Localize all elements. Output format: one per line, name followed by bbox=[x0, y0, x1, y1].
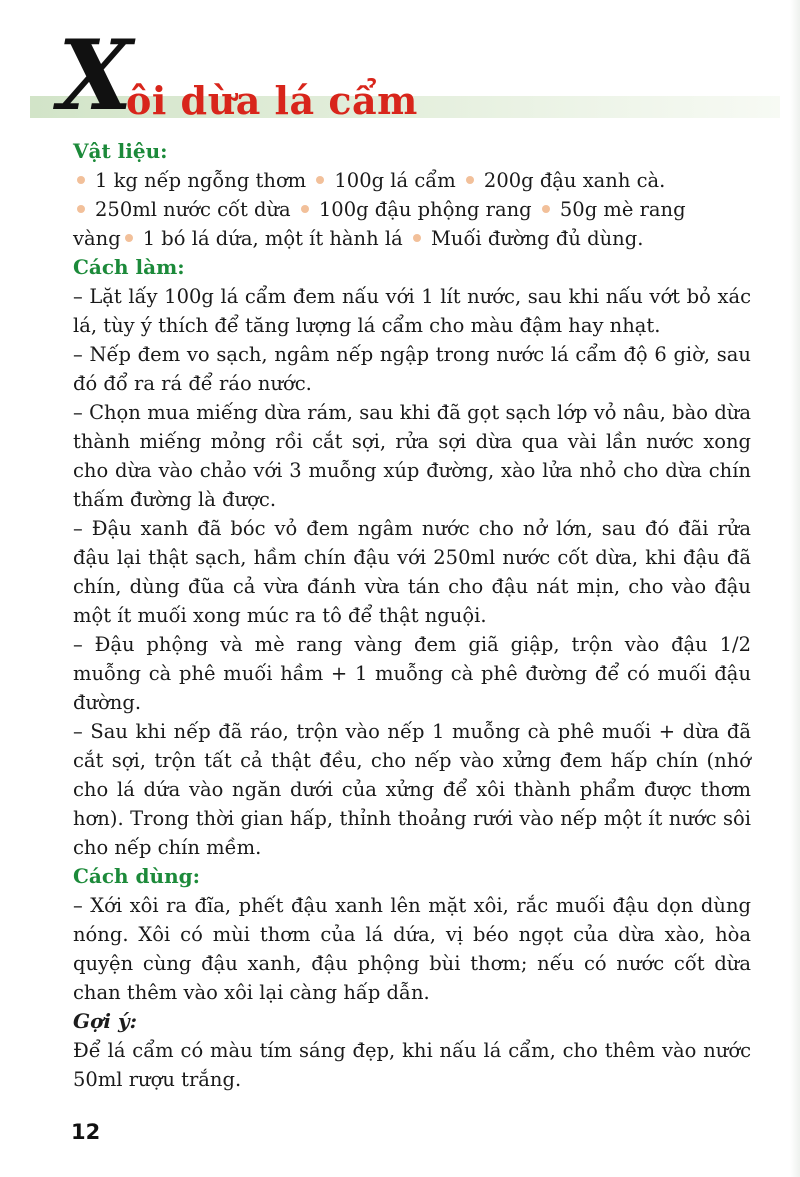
serving-section bbox=[73, 891, 751, 1007]
ingredient-item: 200g đậu xanh cà. bbox=[483, 169, 666, 192]
bullet-icon bbox=[125, 234, 133, 242]
method-step: – Chọn mua miếng dừa rám, sau khi đã gọt sạch lớp vỏ nâu, bào dừa thành miếng mỏng rồi cắt sợi, rửa sợi dừa qua vài lần nước xong cho dừa vào chảo với 3 muỗng xúp đường, xào lửa nhỏ cho dừa chín thấm đường là được. bbox=[73, 401, 751, 511]
ingredient-item: 100g lá cẩm bbox=[334, 169, 456, 192]
ingredients-line bbox=[73, 195, 751, 224]
ingredients-heading: Vật liệu: bbox=[73, 139, 168, 163]
bullet-icon bbox=[77, 205, 85, 213]
page-number: 12 bbox=[71, 1120, 101, 1144]
method-steps bbox=[73, 282, 751, 862]
ingredient-item: 50g mè rang bbox=[559, 198, 686, 221]
ingredient-item: 250ml nước cốt dừa bbox=[95, 198, 291, 221]
recipe-body bbox=[73, 137, 751, 1094]
bullet-icon bbox=[316, 176, 324, 184]
tip-heading: Gợi ý: bbox=[73, 1009, 137, 1033]
bullet-icon bbox=[301, 205, 309, 213]
serving-heading: Cách dùng: bbox=[73, 864, 200, 888]
ingredients-line bbox=[73, 166, 751, 195]
ingredient-item: vàng bbox=[73, 227, 121, 250]
bullet-icon bbox=[542, 205, 550, 213]
method-step: – Đậu phộng và mè rang vàng đem giã giập, trộn vào đậu 1/2 muỗng cà phê muối hầm + 1 muỗng cà phê đường để có muối đậu đường. bbox=[73, 633, 751, 714]
tip-section bbox=[73, 1036, 751, 1094]
bullet-icon bbox=[77, 176, 85, 184]
method-step: – Nếp đem vo sạch, ngâm nếp ngập trong nước lá cẩm độ 6 giờ, sau đó đổ ra rá để ráo nước. bbox=[73, 343, 751, 395]
ingredients-line bbox=[73, 224, 751, 253]
serving-text: – Xới xôi ra đĩa, phết đậu xanh lên mặt xôi, rắc muối đậu dọn dùng nóng. Xôi có mùi thơm của lá dứa, vị béo ngọt của dừa xào, hòa quyện cùng đậu xanh, đậu phộng bùi thơm; nếu có nước cốt dừa chan thêm vào xôi lại càng hấp dẫn. bbox=[73, 894, 751, 1004]
bullet-icon bbox=[413, 234, 421, 242]
method-heading: Cách làm: bbox=[73, 255, 185, 279]
ingredient-item: 1 kg nếp ngỗng thơm bbox=[95, 169, 307, 192]
method-step: – Lặt lấy 100g lá cẩm đem nấu với 1 lít nước, sau khi nấu vớt bỏ xác lá, tùy ý thích để tăng lượng lá cẩm cho màu đậm hay nhạt. bbox=[73, 285, 751, 337]
page-edge bbox=[790, 0, 800, 1177]
recipe-title: ôi dừa lá cẩm bbox=[126, 78, 418, 123]
ingredient-item: 100g đậu phộng rang bbox=[318, 198, 532, 221]
title-initial: X bbox=[58, 19, 133, 132]
tip-text: Để lá cẩm có màu tím sáng đẹp, khi nấu lá cẩm, cho thêm vào nước 50ml rượu trắng. bbox=[73, 1039, 751, 1091]
bullet-icon bbox=[466, 176, 474, 184]
ingredient-item: 1 bó lá dứa, một ít hành lá bbox=[142, 227, 403, 250]
ingredient-item: Muối đường đủ dùng. bbox=[430, 227, 644, 250]
method-step: – Sau khi nếp đã ráo, trộn vào nếp 1 muỗng cà phê muối + dừa đã cắt sợi, trộn tất cả thật đều, cho nếp vào xửng đem hấp chín (nhớ cho lá dứa vào ngăn dưới của xửng để xôi thành phẩm được thơm hơn). Trong thời gian hấp, thỉnh thoảng rưới vào nếp một ít nước sôi cho nếp chín mềm. bbox=[73, 720, 751, 859]
method-step: – Đậu xanh đã bóc vỏ đem ngâm nước cho nở lớn, sau đó đãi rửa đậu lại thật sạch, hầm chín đậu với 250ml nước cốt dừa, khi đậu đã chín, dùng đũa cả vừa đánh vừa tán cho đậu nát mịn, cho vào đậu một ít muối xong múc ra tô để thật nguội. bbox=[73, 517, 751, 627]
